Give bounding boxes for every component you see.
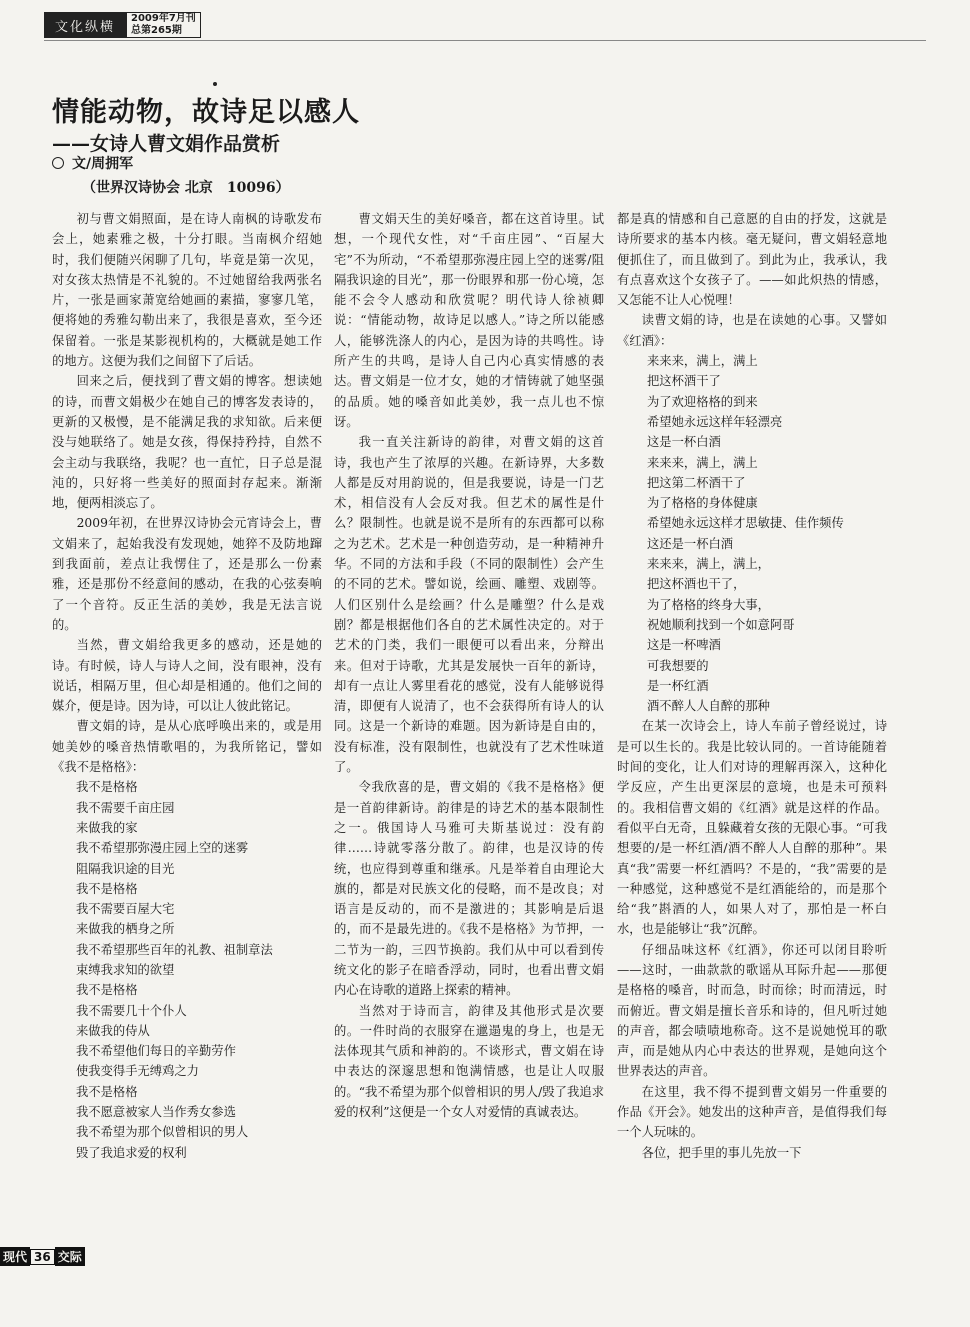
poem-line: 我不需要百屋大宅	[76, 902, 175, 917]
paragraph: 当然，曹文娟给我更多的感动，还是她的诗。有时候，诗人与诗人之间，没有眼神，没有说话，相隔万里，但心却是相通的。他们之间的媒介，便是诗。因为诗，可以让人彼此铭记。	[52, 638, 322, 714]
paragraph: 初与曹文娟照面，是在诗人南枫的诗歌发布会上，她素雅之极，十分打眼。当南枫介绍她时，我们便随兴闲聊了几句，毕竟是第一次见，对女孩太热情是不礼貌的。不过她留给我两张名片，一张是画家萧宽给她画的素描，寥寥几笔，便将她的秀雅勾勒出来了，我很是喜欢，至今还保留着。一张是某影视机构的，大概就是她工作的地方。这便为我们之间留下了后话。	[52, 212, 322, 369]
poem-line: 希望她永远这样年轻漂亮	[647, 414, 783, 429]
paragraph: 令我欣喜的是，曹文娟的《我不是格格》便是一首韵律新诗。韵律是的诗艺术的基本限制性之一。俄国诗人马雅可夫斯基说过：没有韵律……诗就零落分散了。韵律，也是汉诗的传统，也应得到尊重和继承。凡是举着自由理论大旗的，都是对民族文化的侵略，而不是改良；对语言是反动的，而不是激进的；其影响是后退的，而不是最先进的。《我不是格格》为节押，一二节为一韵，三四节换韵。我们从中可以看到传统文化的影子在暗香浮动，同时，也看出曹文娟内心在诗歌的道路上探索的精神。	[334, 780, 604, 998]
paragraph: 曹文娟的诗，是从心底呼唤出来的，或是用她美妙的嗓音热情歌唱的，为我所铭记，譬如《我不是格格》：	[52, 719, 322, 775]
paragraph: 各位，把手里的事儿先放一下	[641, 1145, 802, 1160]
poem-line: 我不是格格	[76, 780, 138, 795]
page-footer	[0, 1247, 85, 1266]
paragraph: 2009年初，在世界汉诗协会元宵诗会上，曹文娟来了，起始我没有发现她，她猝不及防地蹿到我面前，差点让我愣住了，还是那么一份素雅，还是那份不经意间的感动，在我的心弦奏响了一个音符。反正生活的美妙，我是无法言说的。	[52, 516, 322, 632]
poem-line: 我不是格格	[76, 1084, 138, 1099]
poem-line: 我不是格格	[76, 983, 138, 998]
poem-line: 来做我的家	[76, 820, 138, 835]
poem-line: 我不是格格	[76, 881, 138, 896]
decorative-dot	[213, 82, 217, 86]
poem-line: 来来来，满上，满上，	[647, 557, 770, 572]
poem-line: 为了格格的终身大事，	[647, 597, 770, 612]
author-name: 文/周拥军	[72, 156, 134, 172]
poem-line: 可我想要的	[647, 658, 709, 673]
column-2	[334, 209, 604, 1122]
paragraph: 当然对于诗而言，韵律及其他形式是次要的。一件时尚的衣服穿在邋遢鬼的身上，也是无法体现其气质和神韵的。不谈形式，曹文娟在诗中表达的深邃思想和饱满情感，也是让人叹服的。“我不希望为那个似曾相识的男人/毁了我追求爱的权利”这便是一个女人对爱情的真诚表达。	[334, 1003, 604, 1120]
paragraph: 回来之后，便找到了曹文娟的博客。想读她的诗，而曹文娟极少在她自己的博客发表诗的，更新的又极慢，是不能满足我的求知欲。后来便没与她联络了。她是女孩，得保持矜持，自然不会主动与我联络，我呢？也一直忙，日子总是混沌的，只好将一些美好的照面封存起来。渐渐地，便两相淡忘了。	[52, 374, 322, 511]
poem-line: 束缚我求知的欲望	[76, 962, 175, 977]
issue-total: 总第265期	[131, 25, 182, 36]
author-line	[52, 153, 133, 173]
article-subtitle: ——女诗人曹文娟作品赏析	[52, 133, 281, 155]
paragraph: 读曹文娟的诗，也是在读她的心事。又譬如《红酒》：	[617, 313, 887, 348]
paragraph: 在某一次诗会上，诗人车前子曾经说过，诗是可以生长的。我是比较认同的。一首诗能随着时间的变化，让人们对诗的理解再深入，这种化学反应，产生出更深层的意境，也是未可预料的。我相信曹文娟的《红酒》就是这样的作品。看似平白无奇，且躲藏着女孩的无限心事。“可我想要的/是一杯红酒/酒不醉人人自醉的那种”。果真“我”需要一杯红酒吗？不是的，“我”需要的是一种感觉，这种感觉不是红酒能给的，而是那个给“我”斟酒的人，如果人对了，那怕是一杯白水，也是能够让“我”沉醉。	[617, 719, 887, 937]
article-title: 情能动物，故诗足以感人	[52, 97, 360, 128]
poem-line: 这是一杯啤酒	[647, 638, 721, 653]
poem-line: 我不需要千亩庄园	[76, 800, 175, 815]
poem-line: 毁了我追求爱的权利	[76, 1145, 187, 1160]
magazine-name-right: 交际	[55, 1247, 85, 1266]
issue-month: 2009年7月刊	[131, 13, 196, 24]
poem-line: 来来来，满上，满上	[647, 354, 758, 369]
poem-line: 把这杯酒也干了，	[647, 577, 746, 592]
magazine-name-left: 现代	[0, 1247, 30, 1266]
header-rule	[44, 40, 926, 41]
paragraph: 都是真的情感和自己意愿的自由的抒发，这就是诗所要求的基本内核。毫无疑问，曹文娟轻意地便抓住了，而且做到了。到此为止，我承认，我有点喜欢这个女孩子了。——如此炽热的情感，又怎能不让人心悦哩！	[617, 212, 887, 308]
poem-line: 把这杯酒干了	[647, 374, 721, 389]
poem-line: 酒不醉人人自醉的那种	[647, 699, 770, 714]
poem-line: 为了欢迎格格的到来	[647, 394, 758, 409]
issue-info	[126, 12, 201, 38]
paragraph: 我一直关注新诗的韵律，对曹文娟的这首诗，我也产生了浓厚的兴趣。在新诗界，大多数人都是反对用韵说的，但是我要说，诗是一门艺术，相信没有人会反对我。但艺术的属性是什么？限制性。也就是说不是所有的东西都可以称之为艺术。艺术是一种创造劳动，是一种精神升华。不同的方法和手段（不同的限制性）会产生的不同的艺术。譬如说，绘画、雕塑、戏剧等。人们区别什么是绘画？什么是雕塑？什么是戏剧？都是根据他们各自的艺术属性决定的。对于艺术的门类，我们一眼便可以看出来，分辩出来。但对于诗歌，尤其是发展快一百年的新诗，却有一点让人雾里看花的感觉，没有人能够说得清，即便有人说清了，也不会获得所有诗人的认同。这是一个新诗的难题。因为新诗是自由的，没有标准，没有限制性，也就没有了艺术性味道了。	[334, 435, 604, 775]
poem-line: 希望她永远这样才思敏捷、佳作频传	[647, 516, 844, 531]
author-affiliation: （世界汉诗协会 北京 10096）	[82, 180, 290, 196]
poem-line: 这还是一杯白酒	[647, 536, 734, 551]
poem-line: 我不愿意被家人当作秀女参选	[76, 1105, 236, 1120]
poem-line: 把这第二杯酒干了	[647, 475, 746, 490]
circle-bullet-icon	[52, 157, 64, 169]
poem-line: 来做我的栖身之所	[76, 922, 175, 937]
section-tag: 文化纵横	[44, 12, 126, 38]
poem-line: 来来来，满上，满上	[647, 455, 758, 470]
paragraph: 曹文娟天生的美好嗓音，都在这首诗里。试想，一个现代女性，对“千亩庄园”、“百屋大宅”不为所动，“不希望那弥漫庄园上空的迷雾/阻隔我识途的目光”，那一份眼界和那一份心境，怎能不会令人感动和欣赏呢？明代诗人徐祯卿说：“情能动物，故诗足以感人。”诗之所以能感人，能够洗涤人的内心，是因为诗的共鸣性。诗所产生的共鸣，是诗人自己内心真实情感的表达。曹文娟是一位才女，她的才情铸就了她坚强的品质。她的嗓音如此美妙，我一点儿也不惊讶。	[334, 212, 604, 429]
paragraph: 在这里，我不得不提到曹文娟另一件重要的作品《开会》。她发出的这种声音，是值得我们每一个人玩味的。	[617, 1084, 887, 1140]
poem-line: 使我变得手无缚鸡之力	[76, 1064, 199, 1079]
poem-line: 我不需要几十个仆人	[76, 1003, 187, 1018]
poem-line: 是一杯红酒	[647, 678, 709, 693]
poem-line: 我不希望为那个似曾相识的男人	[76, 1125, 249, 1140]
poem-line: 我不希望那弥漫庄园上空的迷雾	[76, 841, 249, 856]
poem-line: 阻隔我识途的目光	[76, 861, 175, 876]
poem-line: 这是一杯白酒	[647, 435, 721, 450]
section-header	[44, 12, 201, 38]
poem-line: 我不希望那些百年的礼教、祖制章法	[76, 942, 273, 957]
poem-line: 我不希望他们每日的辛勤劳作	[76, 1044, 236, 1059]
page-number: 36	[30, 1249, 55, 1265]
poem-line: 为了格格的身体健康	[647, 496, 758, 511]
column-1	[52, 209, 322, 1163]
poem-gege	[52, 777, 322, 1163]
column-3	[617, 209, 887, 1163]
poem-line: 祝她顺利找到一个如意阿哥	[647, 617, 795, 632]
poem-line: 来做我的侍从	[76, 1023, 150, 1038]
poem-red-wine	[617, 351, 887, 716]
paragraph: 仔细品味这杯《红酒》，你还可以闭目聆听——这时，一曲款款的歌谣从耳际升起——那便是格格的嗓音，时而急，时而徐；时而清远，时而俯近。曹文娟是擅长音乐和诗的，但凡听过她的声音，都会啧啧地称奇。这不是说她悦耳的歌声，而是她从内心中表达的世界观，是她向这个世界表达的声音。	[617, 942, 887, 1079]
